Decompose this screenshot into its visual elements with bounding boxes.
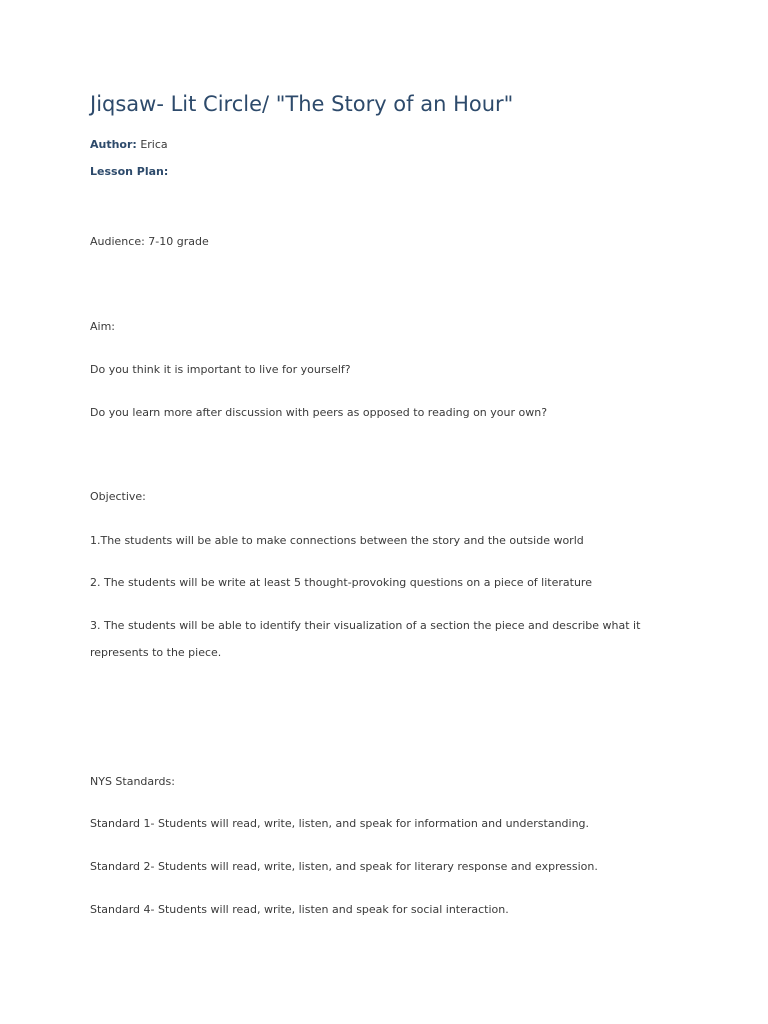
aim-heading: Aim: bbox=[90, 320, 116, 333]
aim-item: Do you learn more after discussion with peers as opposed to reading on your own? bbox=[90, 406, 548, 419]
lesson-plan-label: Lesson Plan: bbox=[90, 165, 169, 178]
objective-heading: Objective: bbox=[90, 490, 146, 503]
author-value: Erica bbox=[140, 138, 168, 151]
lesson-plan-row bbox=[90, 165, 168, 179]
author-row bbox=[90, 138, 168, 152]
audience-text: Audience: 7-10 grade bbox=[90, 235, 209, 248]
objective-item: 1.The students will be able to make connections between the story and the outside world bbox=[90, 534, 584, 547]
standard-item: Standard 1- Students will read, write, listen, and speak for information and understanding. bbox=[90, 817, 590, 830]
objective-item: 3. The students will be able to identify their visualization of a section the piece and describe what it represents to the piece. bbox=[90, 619, 641, 659]
author-label: Author: bbox=[90, 138, 137, 151]
document-title: Jiqsaw- Lit Circle/ "The Story of an Hour" bbox=[90, 92, 514, 116]
aim-item: Do you think it is important to live for yourself? bbox=[90, 363, 351, 376]
standards-heading: NYS Standards: bbox=[90, 775, 175, 788]
standard-item: Standard 4- Students will read, write, listen and speak for social interaction. bbox=[90, 903, 509, 916]
standard-item: Standard 2- Students will read, write, listen, and speak for literary response and expression. bbox=[90, 860, 598, 873]
objective-item: 2. The students will be write at least 5 thought-provoking questions on a piece of literature bbox=[90, 576, 592, 589]
